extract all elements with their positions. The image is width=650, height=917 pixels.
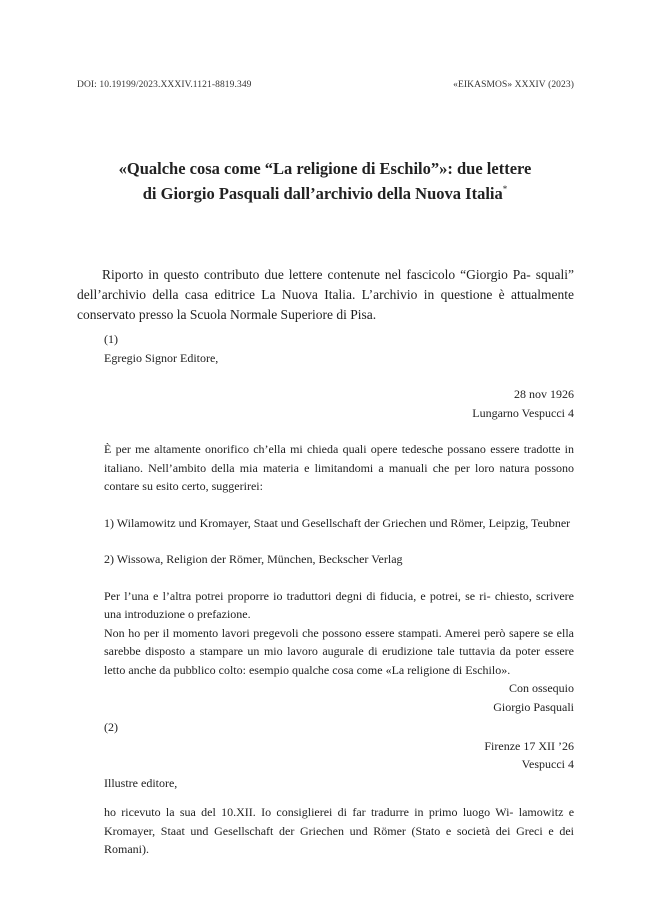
intro-line-3: attualmente conservato presso la Scuola Normale Superiore di Pisa.: [77, 287, 575, 322]
text-line: società dei Greci e dei Romani).: [104, 823, 574, 856]
letter-2-salutation: Illustre editore,: [104, 775, 178, 790]
article-title: [60, 158, 590, 204]
spacer: [104, 496, 574, 514]
text-line: Non ho per il momento lavori pregevoli che possono essere stampati. Amerei però: [104, 625, 506, 640]
doi-text: DOI: 10.19199/2023.XXXIV.1121-8819.349: [77, 80, 252, 90]
text-line: ho ricevuto la sua del 10.XII. Io consiglierei di far tradurre in primo luogo Wi-: [104, 805, 514, 819]
text-line: come «La religione di Eschilo».: [356, 662, 511, 677]
footnote-marker: *: [502, 184, 508, 194]
letter-1-number: (1): [104, 332, 118, 346]
text-line: 1) Wilamowitz und Kromayer, Staat und Gesellschaft der Griechen und Römer,: [104, 515, 486, 530]
running-header: [77, 80, 574, 90]
spacer: [104, 569, 574, 587]
letter-1-salutation: Egregio Signor Editore,: [104, 350, 219, 365]
journal-citation: «EIKASMOS» XXXIV (2023): [453, 80, 574, 90]
letter-2: [104, 718, 574, 859]
text-line: essere tradotte in italiano. Nell’ambito della mia materia e limitandomi a manuali: [104, 442, 574, 475]
letter-1-paragraph-1: [104, 440, 574, 496]
letter-2-number: (2): [104, 720, 118, 734]
letter-2-date: Firenze 17 XII ’26: [484, 738, 574, 753]
text-line: lamowitz e Kromayer, Staat und Gesellschaft der Griechen und Römer (Stato e: [104, 805, 575, 838]
letter-1-item-1: [104, 514, 574, 533]
text-line: chiesto, scrivere una introduzione o prefazione.: [104, 588, 575, 621]
letter-1-address: Lungarno Vespucci 4: [472, 405, 574, 420]
text-line: È per me altamente onorifico ch’ella mi chieda quali opere tedesche possano: [104, 442, 486, 456]
letter-2-address: Vespucci 4: [521, 757, 574, 771]
intro-line-2: squali” dell’archivio della casa editrice La Nuova Italia. L’archivio in questione è: [77, 267, 575, 302]
letter-1-item-2: 2) Wissowa, Religion der Römer, München, Beckscher Verlag: [104, 552, 403, 566]
text-line: Per l’una e l’altra potrei proporre io traduttori degni di fiducia, e potrei, se ri-: [104, 588, 491, 603]
letter-1-date: 28 nov 1926: [514, 387, 574, 401]
letter-2-paragraph-1: [104, 803, 574, 859]
text-line: Leipzig, Teubner: [488, 515, 571, 530]
intro-text: [77, 265, 574, 325]
letter-1: [104, 330, 574, 716]
text-line: sapere se ella sarebbe disposto a stampare un mio lavoro augurale di erudizione: [104, 625, 574, 658]
spacer: [104, 792, 574, 803]
spacer: [104, 532, 574, 550]
intro-paragraph: [77, 265, 574, 325]
letter-1-paragraph-2: [104, 587, 574, 624]
letter-1-signature: Giorgio Pasquali: [493, 699, 574, 714]
text-line: tale tuttavia da poter essere letto anche da pubblico colto: esempio qualche cosa: [104, 644, 575, 677]
spacer: [104, 422, 574, 440]
title-line-2-text: di Giorgio Pasquali dall’archivio della Nuova Italia: [142, 184, 503, 203]
letter-1-paragraph-3: [104, 624, 574, 680]
letter-1-closing: Con ossequio: [508, 681, 574, 695]
intro-line-1: Riporto in questo contributo due lettere contenute nel fascicolo “Giorgio Pa-: [102, 267, 531, 282]
title-line-2: [60, 179, 590, 204]
spacer: [104, 367, 574, 385]
title-line-1: «Qualche cosa come “La religione di Eschilo”»: due lettere: [118, 159, 532, 178]
text-line: che per loro natura possono contare su esito certo, suggerirei:: [104, 460, 574, 493]
